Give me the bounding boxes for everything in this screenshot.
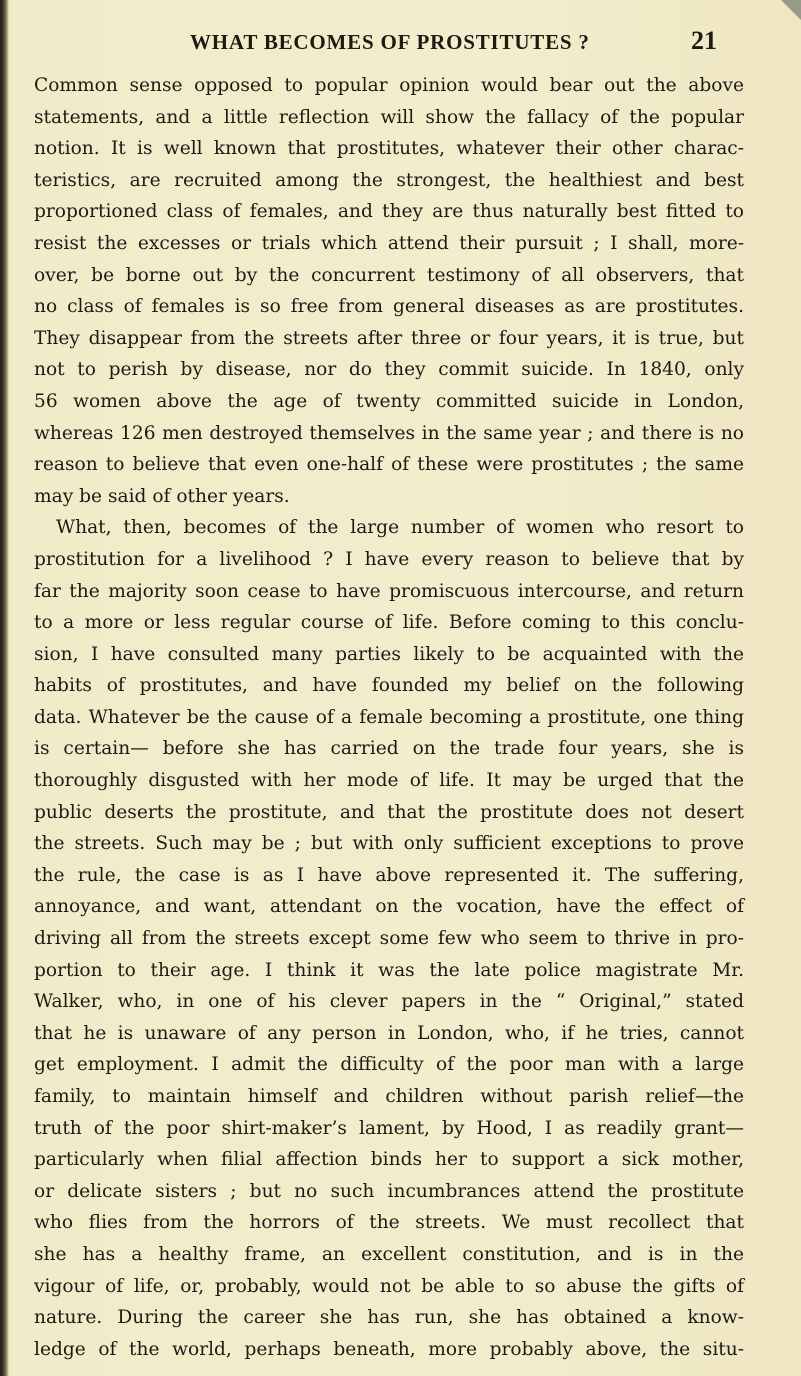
text-line: They disappear from the streets after three or four years, it is true, but (34, 327, 744, 349)
text-line: may be said of other years. (34, 485, 290, 507)
text-line: far the majority soon cease to have promiscuous intercourse, and return (34, 580, 744, 602)
text-line: resist the excesses or trials which attend their pursuit ; I shall, more- (34, 232, 744, 254)
text-line: habits of prostitutes, and have founded my belief on the following (34, 675, 744, 697)
text-line: ledge of the world, perhaps beneath, more probably above, the situ- (34, 1338, 744, 1360)
text-line: who flies from the horrors of the streets. We must recollect that (34, 1212, 744, 1234)
text-line: nature. During the career she has run, she has obtained a know- (34, 1307, 744, 1329)
text-line: statements, and a little reflection will show the fallacy of the popular (34, 106, 744, 128)
text-line: vigour of life, or, probably, would not be able to so abuse the gifts of (34, 1275, 744, 1297)
text-line: to a more or less regular course of life. Before coming to this conclu- (34, 612, 744, 634)
text-line: family, to maintain himself and children without parish relief—the (34, 1086, 744, 1107)
text-line: proportioned class of females, and they are thus naturally best fitted to (34, 201, 744, 223)
text-line: is certain— before she has carried on the trade four years, she is (34, 738, 744, 760)
text-line: get employment. I admit the difficulty of the poor man with a large (34, 1054, 744, 1076)
text-line: teristics, are recruited among the strongest, the healthiest and best (34, 169, 744, 191)
page-header (0, 20, 801, 60)
text-line: truth of the poor shirt-maker’s lament, by Hood, I as readily grant— (34, 1117, 744, 1139)
running-head: WHAT BECOMES OF PROSTITUTES ? (190, 30, 590, 54)
text-line: annoyance, and want, attendant on the vocation, have the effect of (34, 896, 744, 918)
text-line: that he is unaware of any person in London, who, if he tries, cannot (34, 1022, 744, 1044)
text-line: over, be borne out by the concurrent testimony of all observers, that (34, 264, 744, 286)
text-line: Common sense opposed to popular opinion would bear out the above (34, 75, 744, 96)
text-line: or delicate sisters ; but no such incumbrances attend the prostitute (34, 1180, 744, 1202)
text-line: data. Whatever be the cause of a female becoming a prostitute, one thing (34, 706, 744, 728)
text-line: the rule, the case is as I have above represented it. The suffering, (34, 864, 744, 886)
text-line: whereas 126 men destroyed themselves in the same year ; and there is no (34, 422, 744, 444)
text-line: notion. It is well known that prostitutes, whatever their other charac- (34, 138, 744, 160)
body-text (34, 70, 744, 1365)
text-line: sion, I have consulted many parties likely to be acquainted with the (34, 643, 744, 665)
page-number: 21 (691, 26, 717, 55)
text-line: 56 women above the age of twenty committed suicide in London, (34, 390, 744, 412)
text-line: public deserts the prostitute, and that the prostitute does not desert (34, 801, 744, 823)
text-line: Walker, who, in one of his clever papers in the “ Original,” stated (34, 991, 744, 1013)
text-line: no class of females is so free from general diseases as are prostitutes. (34, 296, 744, 318)
text-line: the streets. Such may be ; but with only sufficient exceptions to prove (34, 833, 744, 855)
page-corner-fold (781, 0, 801, 20)
text-line: What, then, becomes of the large number of women who resort to (56, 517, 744, 539)
page-binding-edge (0, 0, 9, 1376)
text-line: prostitution for a livelihood ? I have every reason to believe that by (34, 548, 744, 570)
text-line: reason to believe that even one-half of these were prostitutes ; the same (34, 454, 744, 476)
text-line: she has a healthy frame, an excellent constitution, and is in the (34, 1243, 744, 1265)
text-line: driving all from the streets except some few who seem to thrive in pro- (34, 928, 744, 950)
text-line: not to perish by disease, nor do they commit suicide. In 1840, only (34, 359, 744, 381)
text-line: thoroughly disgusted with her mode of life. It may be urged that the (34, 770, 744, 792)
text-line: particularly when filial affection binds her to support a sick mother, (34, 1149, 744, 1171)
text-line: portion to their age. I think it was the late police magistrate Mr. (34, 959, 744, 981)
